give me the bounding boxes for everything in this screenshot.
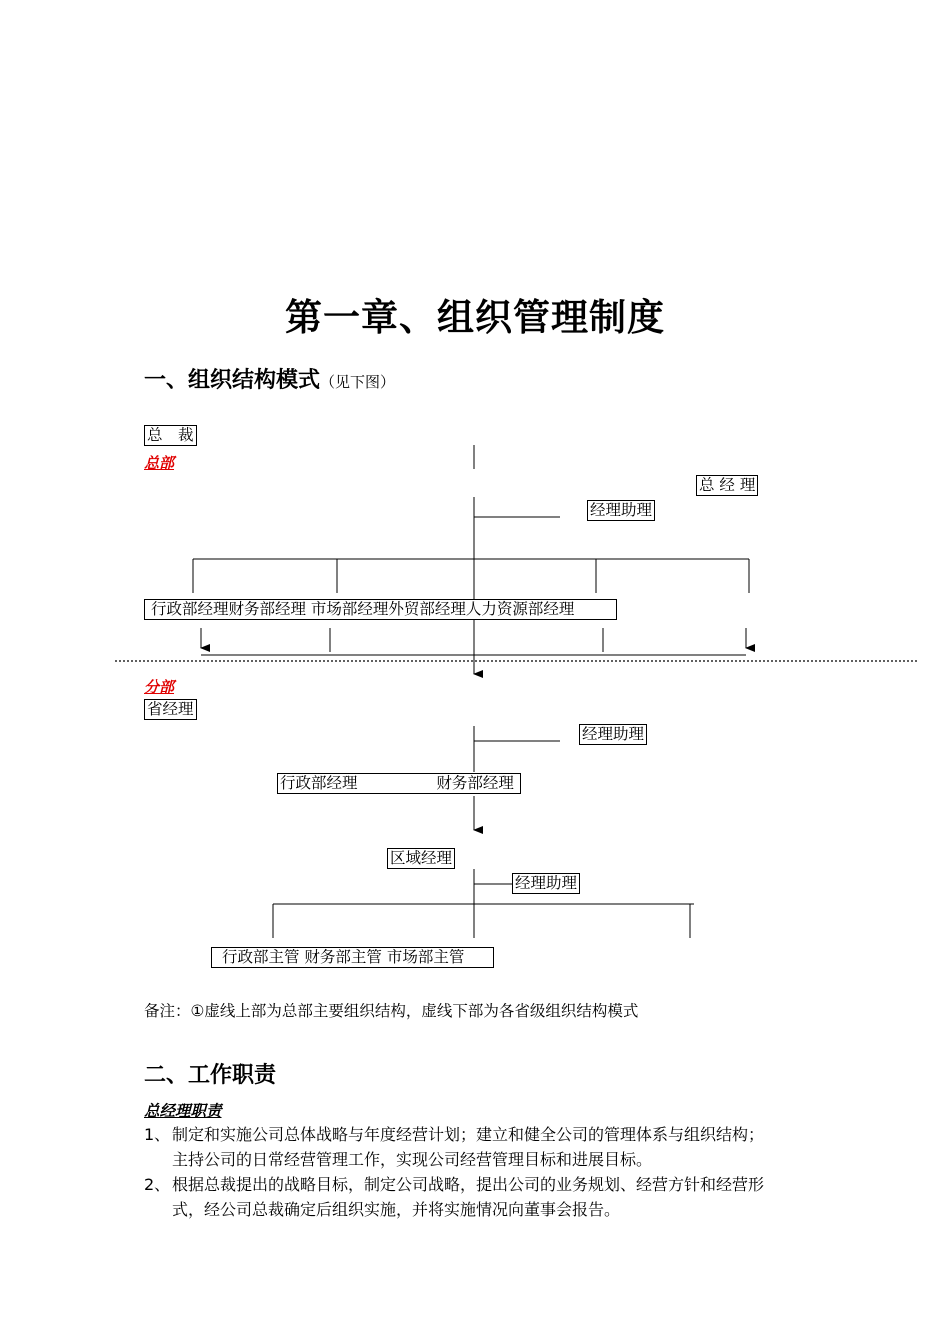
list-item-continuation: 主持公司的日常经营管理工作，实现公司经营管理目标和进展目标。 — [172, 1150, 653, 1169]
gm-duties-subheading: 总经理职责 — [144, 1102, 222, 1120]
box-president: 总 裁 — [144, 425, 197, 446]
box-regional-manager: 区域经理 — [387, 848, 455, 869]
section-heading-subnote: （见下图） — [320, 373, 396, 391]
list-item-text: 制定和实施公司总体战略与年度经营计划；建立和健全公司的管理体系与组织结构； — [172, 1125, 765, 1144]
list-item-number: 1、 — [144, 1125, 171, 1144]
box-regional-assistant: 经理助理 — [512, 873, 580, 894]
box-hq-departments: 行政部经理财务部经理 市场部经理外贸部经理人力资源部经理 — [144, 599, 617, 620]
box-provincial-manager: 省经理 — [144, 699, 197, 720]
box-general-manager: 总 经 理 — [696, 475, 758, 496]
box-branch-departments: 行政部经理 财务部经理 — [277, 773, 521, 794]
box-branch-assistant: 经理助理 — [579, 724, 647, 745]
list-item-text: 根据总裁提出的战略目标，制定公司战略，提出公司的业务规划、经营方针和经营形 — [172, 1175, 765, 1194]
box-regional-supervisors: 行政部主管 财务部主管 市场部主管 — [211, 947, 494, 968]
list-item-number: 2、 — [144, 1175, 171, 1194]
section-heading-duties: 二、工作职责 — [144, 1063, 277, 1088]
list-item — [144, 1172, 834, 1222]
list-item-continuation: 式，经公司总裁确定后组织实施，并将实施情况向董事会报告。 — [172, 1200, 621, 1219]
chart-remark: 备注：①虚线上部为总部主要组织结构，虚线下部为各省级组织结构模式 — [144, 1002, 639, 1020]
duties-list — [144, 1122, 834, 1222]
page-title: 第一章、组织管理制度 — [285, 296, 665, 339]
section-heading-text: 一、组织结构模式 — [144, 368, 321, 393]
branch-label: 分部 — [144, 678, 175, 696]
hq-label: 总部 — [144, 454, 175, 472]
list-item — [144, 1122, 834, 1172]
box-hq-assistant: 经理助理 — [587, 500, 655, 521]
